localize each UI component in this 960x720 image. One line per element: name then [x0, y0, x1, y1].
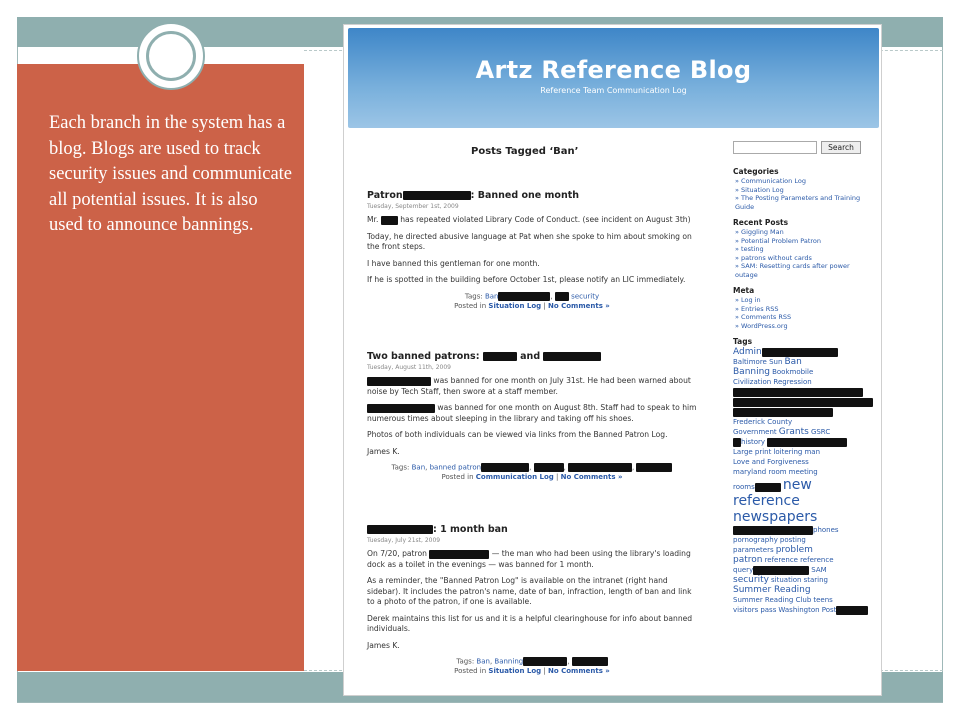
post-title-prefix: Patron — [367, 190, 403, 201]
tag-link[interactable]: banned patron — [429, 463, 482, 472]
post-text: was banned for one month on August 8th. Staff had to speak to him numerous times about sleeping in the library and taking off his shoes. — [367, 403, 697, 423]
tag-link[interactable]: pornography — [733, 536, 778, 544]
posted-in-label: Posted in — [441, 473, 474, 481]
tag-link[interactable]: situation — [771, 576, 802, 584]
blog-screenshot — [343, 24, 882, 696]
category-link[interactable]: » Communication Log — [735, 177, 806, 185]
category-link[interactable]: Situation Log — [488, 667, 542, 675]
redaction-bar — [836, 606, 868, 615]
tag-link[interactable]: history — [741, 438, 766, 446]
post-date: Tuesday, September 1st, 2009 — [367, 203, 459, 210]
redaction-bar — [429, 550, 489, 559]
post-tags: Tags: Ban , security — [464, 292, 600, 300]
post-paragraph — [367, 403, 697, 424]
tag-link[interactable]: security — [571, 292, 600, 300]
post-paragraph — [367, 215, 697, 226]
posts-heading: Posts Tagged ‘Ban’ — [471, 146, 579, 157]
tag-link[interactable]: Love and Forgiveness — [733, 458, 809, 466]
redaction-bar — [753, 566, 809, 575]
tag-link[interactable]: teens — [813, 596, 833, 604]
redaction-bar — [568, 463, 632, 472]
tag-link[interactable]: meeting — [788, 468, 818, 476]
redaction-bar — [523, 657, 567, 666]
tag-link[interactable]: Admin — [733, 347, 762, 357]
post-tags: Tags: Ban, banned patron , , , — [367, 463, 697, 473]
tag-link[interactable]: Grants — [778, 427, 809, 437]
comments-link[interactable]: No Comments » — [547, 301, 610, 310]
tag-link[interactable]: Ban — [411, 463, 426, 472]
post-text: — the man who had been using the library's loading dock as a toilet in the evenings — was banned for 1 month. — [367, 549, 691, 569]
redaction-bar — [403, 191, 471, 200]
redaction-bar — [367, 404, 435, 413]
comments-link[interactable]: No Comments » — [560, 473, 623, 481]
meta-heading: Meta — [733, 286, 755, 295]
redaction-bar — [572, 657, 608, 666]
blog-header — [348, 28, 879, 128]
category-link[interactable]: » Situation Log — [735, 185, 784, 194]
tag-link[interactable]: newspapers — [733, 509, 818, 525]
redaction-bar — [367, 525, 433, 534]
post-signature: James K. — [367, 640, 400, 650]
redaction-bar — [481, 463, 529, 472]
tag-link[interactable]: phones — [813, 526, 839, 534]
tag-link[interactable]: GSRC — [810, 428, 831, 436]
post-paragraph: I have banned this gentleman for one month. — [367, 258, 540, 268]
post-paragraph: As a reminder, the "Banned Patron Log" is available on the intranet (right hand sidebar). It includes the patron's name, date of ban, infraction, length of ban and link to a photo of the patron, if one is available. — [367, 576, 692, 606]
redaction-bar — [755, 483, 781, 492]
tag-link[interactable]: patron — [733, 555, 763, 565]
recent-post-link[interactable]: » testing — [735, 245, 764, 253]
recent-posts-list — [733, 228, 873, 279]
posted-in-label: Posted in — [454, 667, 487, 675]
categories-heading: Categories — [733, 167, 779, 176]
post-meta: Posted in Communication Log | No Comments » — [441, 473, 623, 481]
tags-heading: Tags — [733, 337, 753, 346]
blog-subtitle: Reference Team Communication Log — [540, 86, 687, 95]
blog-post — [367, 351, 697, 483]
tag-link[interactable]: Summer Reading — [733, 585, 811, 595]
meta-link[interactable]: » Comments RSS — [735, 313, 792, 321]
post-meta: Posted in Situation Log | No Comments » — [454, 667, 610, 675]
tag-link[interactable]: SAM — [811, 566, 827, 574]
blog-post — [367, 190, 697, 311]
tag-link[interactable]: man — [804, 448, 821, 456]
tag-link[interactable]: staring — [803, 576, 828, 584]
post-title-prefix: Two banned patrons: — [367, 351, 480, 362]
tag-link[interactable]: rooms — [733, 483, 755, 491]
tag-link[interactable]: Banning — [733, 367, 771, 377]
tags-label: Tags: — [391, 463, 410, 472]
tag-link[interactable]: Civilization Regression — [733, 378, 812, 386]
post-title-suffix: : Banned one month — [470, 190, 580, 201]
post-paragraph: Photos of both individuals can be viewed via links from the Banned Patron Log. — [367, 430, 668, 439]
redaction-bar — [733, 438, 741, 447]
post-title[interactable] — [367, 524, 697, 536]
post-date: Tuesday, July 21st, 2009 — [367, 537, 441, 544]
search-row — [733, 141, 873, 154]
recent-post-link[interactable]: » Potential Problem Patron — [735, 236, 822, 245]
search-input[interactable] — [733, 141, 817, 154]
categories-list — [733, 177, 873, 211]
tag-link[interactable]: reference — [800, 556, 834, 564]
tag-link[interactable]: reference — [764, 556, 798, 564]
tag-link[interactable]: Banning — [494, 657, 524, 666]
tag-link[interactable]: Government — [733, 428, 777, 436]
category-link[interactable]: » The Posting Parameters and Training Guide — [735, 194, 861, 211]
category-link[interactable]: Situation Log — [488, 301, 542, 310]
meta-link[interactable]: » Entries RSS — [735, 304, 779, 313]
blog-post — [367, 524, 697, 677]
tag-link[interactable]: Ban — [784, 357, 802, 367]
tag-link[interactable]: Baltimore Sun — [733, 358, 783, 366]
redaction-bar — [733, 526, 813, 535]
tag-link[interactable]: posting — [779, 536, 806, 544]
post-title[interactable] — [367, 351, 697, 363]
search-button[interactable]: Search — [821, 141, 861, 154]
post-title[interactable] — [367, 190, 697, 202]
tag-link[interactable]: reference — [733, 493, 800, 509]
tag-link[interactable]: Ban — [484, 292, 499, 300]
post-text: has repeated violated Library Code of Conduct. (see incident on August 3th) — [400, 215, 691, 224]
tag-link[interactable]: query — [733, 566, 754, 574]
tags-label: Tags: — [464, 292, 483, 300]
tag-link[interactable]: Washington Post — [778, 606, 837, 614]
recent-post-link[interactable]: » patrons without cards — [735, 253, 812, 262]
circle-ornament-inner — [146, 31, 196, 81]
posted-in-label: Posted in — [454, 301, 487, 310]
post-text: Mr. — [367, 215, 381, 224]
tag-link[interactable]: new — [782, 477, 812, 493]
redaction-bar — [733, 408, 833, 417]
post-paragraph — [367, 376, 697, 397]
post-paragraph: Today, he directed abusive language at Pat when she spoke to him about smoking on the front steps. — [367, 231, 692, 251]
meta-link[interactable]: » WordPress.org — [735, 321, 788, 330]
recent-post-link[interactable]: » Giggling Man — [735, 228, 784, 236]
tag-link[interactable]: problem — [775, 545, 813, 555]
post-text: was banned for one month on July 31st. He had been warned about noise by Tech Staff, then swore at a staff member. — [367, 376, 691, 396]
meta-link[interactable]: » Log in — [735, 296, 761, 304]
tag-link[interactable]: Bookmobile — [772, 368, 814, 376]
tag-link[interactable]: Summer Reading Club — [733, 596, 812, 604]
post-tags: Tags: Ban, Banning , — [367, 657, 697, 667]
redaction-bar — [636, 463, 672, 472]
redaction-bar — [483, 352, 517, 361]
post-title-suffix: : 1 month ban — [433, 524, 508, 535]
post-paragraph: Derek maintains this list for us and it is a helpful clearinghouse for info about banned individuals. — [367, 613, 693, 633]
redaction-bar — [733, 398, 873, 407]
category-link[interactable]: Communication Log — [475, 473, 554, 481]
tag-link[interactable]: pass — [760, 606, 777, 614]
tag-link[interactable]: parameters — [733, 546, 774, 554]
tag-link[interactable]: loitering — [773, 448, 803, 456]
recent-post-link[interactable]: » SAM: Resetting cards after power outage — [735, 262, 850, 279]
blog-title[interactable]: Artz Reference Blog — [475, 56, 752, 84]
redaction-bar — [555, 292, 569, 301]
post-title-middle: and — [520, 351, 541, 362]
slide-body-text: Each branch in the system has a blog. Blogs are used to track security issues and communicate all potential issues. It is also used to announce bannings. — [49, 113, 293, 235]
redaction-bar — [381, 216, 398, 225]
post-text: On 7/20, patron — [367, 549, 427, 558]
post-date: Tuesday, August 11th, 2009 — [367, 364, 452, 371]
redaction-bar — [534, 463, 564, 472]
redaction-bar — [367, 377, 431, 386]
tag-cloud — [733, 347, 873, 615]
post-meta: Posted in Situation Log | No Comments » — [454, 301, 610, 310]
blog-sidebar — [733, 141, 873, 615]
redaction-bar — [767, 438, 847, 447]
redaction-bar — [762, 348, 838, 357]
tag-link[interactable]: Large print — [733, 448, 772, 456]
tag-link[interactable]: Ban — [476, 657, 490, 666]
tags-label: Tags: — [456, 657, 475, 666]
recent-posts-heading: Recent Posts — [733, 218, 789, 227]
post-signature: James K. — [367, 446, 400, 456]
post-paragraph — [367, 549, 697, 570]
tag-link[interactable]: security — [733, 575, 769, 585]
redaction-bar — [543, 352, 601, 361]
tag-link[interactable]: maryland room — [733, 468, 787, 476]
post-paragraph: If he is spotted in the building before October 1st, please notify an LIC immediately. — [367, 275, 686, 284]
redaction-bar — [733, 388, 863, 397]
tag-link[interactable]: Frederick County — [733, 418, 793, 426]
comments-link[interactable]: No Comments » — [547, 667, 610, 675]
meta-list — [733, 296, 873, 330]
tag-link[interactable]: visitors — [733, 606, 759, 614]
redaction-bar — [498, 292, 550, 301]
